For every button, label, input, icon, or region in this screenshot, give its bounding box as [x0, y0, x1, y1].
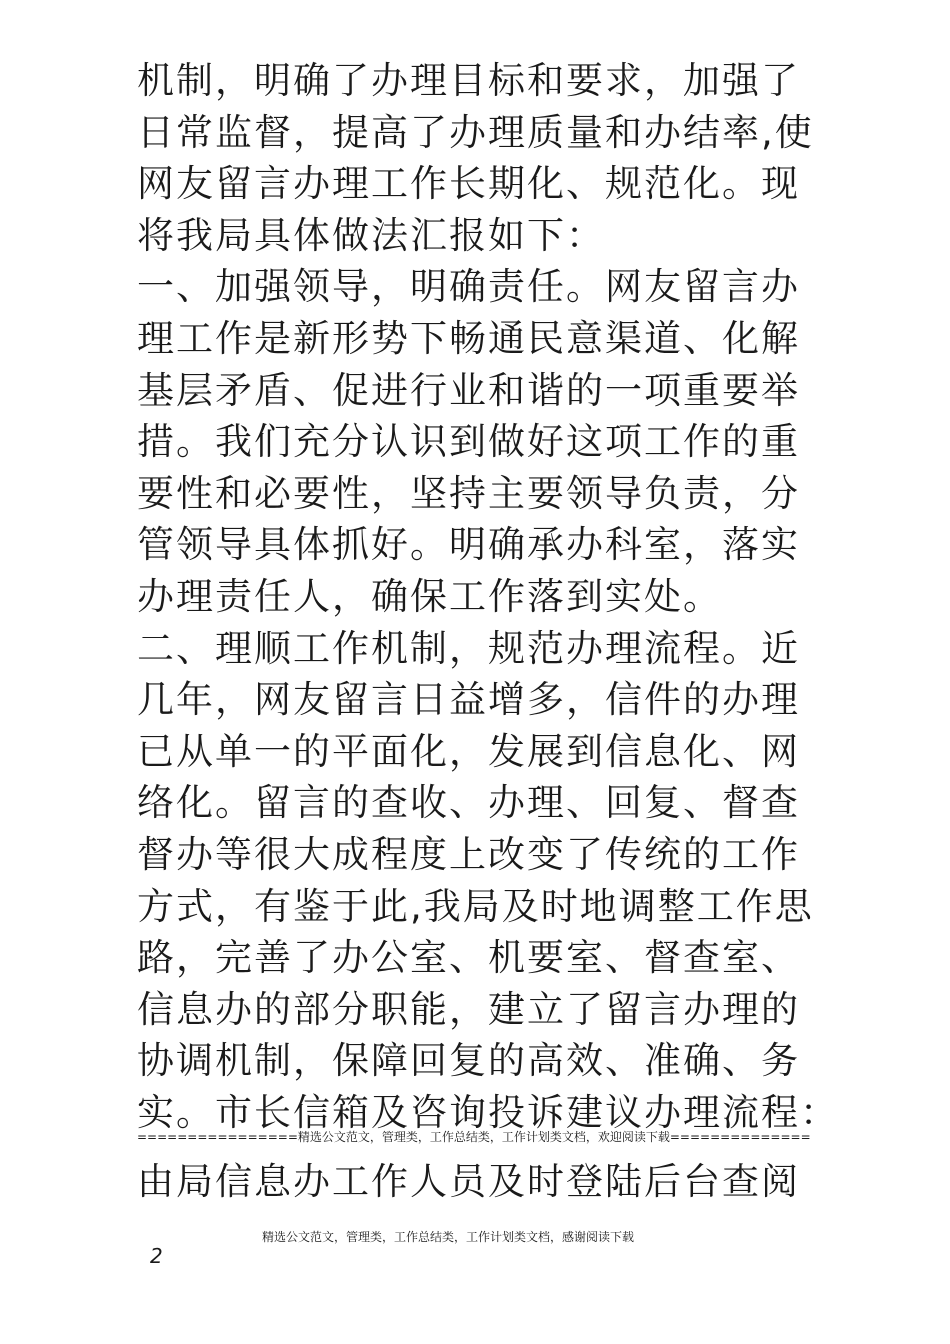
body-line: 基层矛盾、促进行业和谐的一项重要举: [137, 368, 800, 412]
body-line: 几年，网友留言日益增多，信件的办理: [137, 678, 800, 722]
document-body: [137, 55, 839, 1138]
page-number: 2: [150, 1244, 163, 1268]
body-line: 方式，有鉴于此,我局及时地调整工作思: [137, 884, 814, 928]
section-heading-line: 一、加强领导，明确责任。网友留言办: [137, 265, 800, 309]
separator-banner: ================精选公文范文，管理类，工作总结类，工作计划类文档，欢迎阅读下载==============: [137, 1130, 811, 1144]
body-line: 路，完善了办公室、机要室、督查室、: [137, 936, 800, 980]
body-line: 由局信息办工作人员及时登陆后台查阅: [137, 1160, 800, 1203]
body-line: 络化。留言的查收、办理、回复、督查: [137, 781, 800, 825]
footer-note: 精选公文范文，管理类，工作总结类，工作计划类文档，感谢阅读下载: [262, 1230, 635, 1244]
body-line: 要性和必要性，坚持主要领导负责，分: [137, 471, 800, 515]
body-line: 理工作是新形势下畅通民意渠道、化解: [137, 316, 800, 360]
body-line: 实。市长信箱及咨询投诉建议办理流程：: [137, 1090, 839, 1134]
body-line: 日常监督，提高了办理质量和办结率,使: [137, 110, 814, 154]
body-line: 机制，明确了办理目标和要求，加强了: [137, 59, 800, 102]
body-line: 协调机制，保障回复的高效、准确、务: [137, 1039, 800, 1083]
body-line: 已从单一的平面化，发展到信息化、网: [137, 729, 800, 773]
body-line: 管领导具体抓好。明确承办科室，落实: [137, 523, 800, 567]
body-line: 措。我们充分认识到做好这项工作的重: [137, 420, 800, 464]
body-line: 信息办的部分职能，建立了留言办理的: [137, 987, 800, 1031]
body-line: 将我局具体做法汇报如下：: [137, 213, 605, 257]
body-line: 网友留言办理工作长期化、规范化。现: [137, 162, 800, 206]
section-heading-line: 二、理顺工作机制，规范办理流程。近: [137, 626, 800, 670]
body-line: 办理责任人，确保工作落到实处。: [137, 574, 722, 618]
body-line: 督办等很大成程度上改变了传统的工作: [137, 832, 800, 876]
